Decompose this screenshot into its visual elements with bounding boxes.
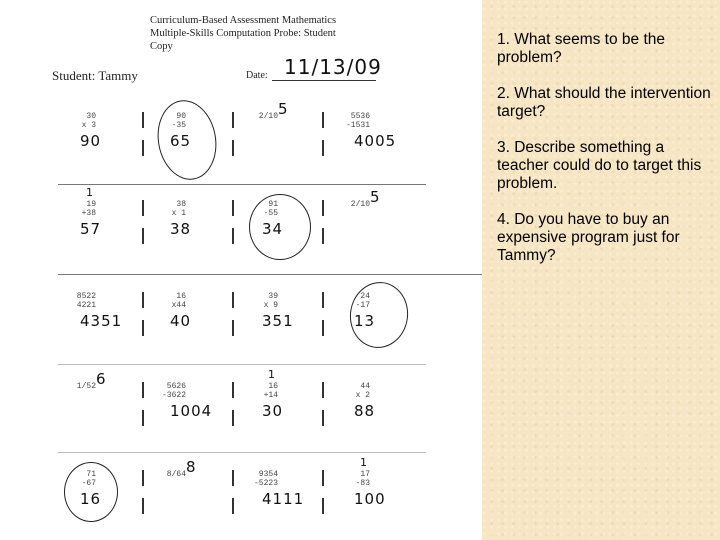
column-separator	[322, 410, 324, 426]
handwritten-answer: 4351	[80, 312, 123, 330]
worksheet-subtitle: Multiple-Skills Computation Probe: Student Copy	[150, 28, 336, 52]
column-separator	[232, 498, 234, 514]
problem-text: 44 x 2	[355, 382, 370, 400]
column-separator	[322, 292, 324, 308]
date-handwritten: 11/13/09	[284, 55, 382, 79]
column-separator	[232, 470, 234, 486]
problem-text: 16 +14	[263, 382, 278, 400]
problem-text: 90 -35	[171, 112, 186, 130]
handwritten-answer: 30	[262, 402, 284, 420]
handwritten-answer: 8	[186, 458, 197, 476]
handwritten-answer: 5	[370, 188, 381, 206]
question-2: 2. What should the intervention target?	[497, 85, 711, 120]
row-divider	[58, 452, 426, 453]
problem-text: 8522 4221	[76, 292, 96, 310]
handwritten-answer: 88	[354, 402, 376, 420]
row-divider	[58, 364, 426, 365]
handwritten-answer: 38	[170, 220, 192, 238]
handwritten-answer: 40	[170, 312, 192, 330]
row-divider	[58, 184, 426, 185]
student-name: Student: Tammy	[52, 68, 138, 83]
column-separator	[142, 112, 144, 128]
question-1: 1. What seems to be the problem?	[497, 31, 666, 66]
column-separator	[232, 140, 234, 156]
problem-text: 30 x 3	[81, 112, 96, 130]
problem-text: 17 -83	[355, 470, 370, 488]
problem-text: 5626 -3622	[161, 382, 186, 400]
handwritten-answer: 4005	[354, 132, 397, 150]
problem-text: 9354 -5223	[253, 470, 278, 488]
worksheet-title: Curriculum-Based Assessment Mathematics	[150, 15, 337, 26]
column-separator	[142, 200, 144, 216]
column-separator	[322, 498, 324, 514]
problem-text: 38 x 1	[171, 200, 186, 218]
column-separator	[322, 382, 324, 398]
problem-text: 2/10	[350, 200, 370, 209]
handwritten-answer: 1004	[170, 402, 213, 420]
problem-text: 8/64	[166, 470, 186, 479]
column-separator	[232, 410, 234, 426]
handwritten-answer: 90	[80, 132, 102, 150]
column-separator	[142, 320, 144, 336]
handwritten-answer: 57	[80, 220, 102, 238]
column-separator	[142, 498, 144, 514]
column-separator	[232, 228, 234, 244]
row-divider	[58, 274, 482, 275]
handwritten-answer: 6	[96, 370, 107, 388]
problem-text: 91 -55	[263, 200, 278, 218]
problem-text: 24 -17	[355, 292, 370, 310]
column-separator	[232, 292, 234, 308]
column-separator	[142, 140, 144, 156]
handwritten-answer: 34	[262, 220, 284, 238]
carry-mark: 1	[360, 456, 367, 469]
carry-mark: 1	[268, 368, 275, 381]
handwritten-answer: 351	[262, 312, 294, 330]
problem-text: 39 x 9	[263, 292, 278, 310]
column-separator	[142, 470, 144, 486]
handwritten-answer: 65	[170, 132, 192, 150]
column-separator	[232, 112, 234, 128]
column-separator	[322, 228, 324, 244]
column-separator	[142, 292, 144, 308]
column-separator	[322, 470, 324, 486]
question-4: 4. Do you have to buy an expensive program just for Tammy?	[497, 211, 680, 264]
column-separator	[322, 320, 324, 336]
question-3: 3. Describe something a teacher could do to target this problem.	[497, 139, 702, 192]
handwritten-answer: 16	[80, 490, 102, 508]
column-separator	[322, 200, 324, 216]
date-label: Date:	[246, 70, 268, 81]
column-separator	[232, 200, 234, 216]
problem-text: 2/10	[258, 112, 278, 121]
handwritten-answer: 13	[354, 312, 376, 330]
problem-text: 19 +38	[81, 200, 96, 218]
handwritten-answer: 5	[278, 100, 289, 118]
column-separator	[142, 382, 144, 398]
date-line	[272, 80, 376, 81]
problem-text: 1/52	[76, 382, 96, 391]
column-separator	[142, 228, 144, 244]
problem-text: 71 -67	[81, 470, 96, 488]
column-separator	[322, 140, 324, 156]
column-separator	[322, 112, 324, 128]
handwritten-answer: 4111	[262, 490, 305, 508]
handwritten-answer: 100	[354, 490, 386, 508]
problem-text: 5536 -1531	[345, 112, 370, 130]
problem-text: 16 x44	[171, 292, 186, 310]
column-separator	[232, 382, 234, 398]
column-separator	[232, 320, 234, 336]
discussion-questions	[497, 31, 713, 283]
carry-mark: 1	[86, 186, 93, 199]
column-separator	[142, 410, 144, 426]
